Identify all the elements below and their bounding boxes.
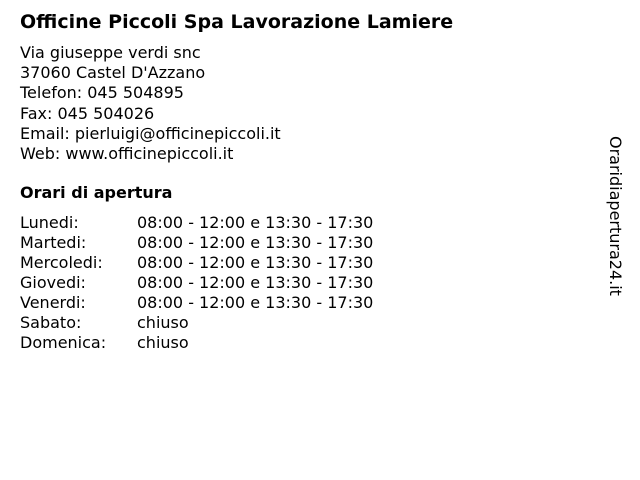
day-label: Mercoledi: (20, 253, 103, 273)
hours-row-sunday (20, 333, 600, 353)
day-hours: 08:00 - 12:00 e 13:30 - 17:30 (137, 233, 374, 253)
hours-row-friday (20, 293, 600, 313)
day-label: Lunedi: (20, 213, 79, 233)
hours-row-tuesday (20, 233, 600, 253)
hours-row-thursday (20, 273, 600, 293)
day-label: Giovedi: (20, 273, 86, 293)
day-hours: 08:00 - 12:00 e 13:30 - 17:30 (137, 253, 374, 273)
fax-number: Fax: 045 504026 (20, 103, 155, 123)
hours-row-saturday (20, 313, 600, 333)
day-label: Martedi: (20, 233, 87, 253)
day-label: Domenica: (20, 333, 107, 353)
address-city: 37060 Castel D'Azzano (20, 63, 206, 83)
hours-row-wednesday (20, 253, 600, 273)
day-label: Venerdi: (20, 293, 86, 313)
day-hours: chiuso (137, 313, 189, 333)
day-label: Sabato: (20, 313, 82, 333)
day-hours: 08:00 - 12:00 e 13:30 - 17:30 (137, 293, 374, 313)
hours-heading: Orari di apertura (20, 183, 173, 203)
email-address[interactable]: Email: pierluigi@officinepiccoli.it (20, 123, 281, 143)
phone-number[interactable]: Telefon: 045 504895 (20, 83, 184, 103)
contact-block (20, 43, 600, 164)
website-link[interactable]: Web: www.officinepiccoli.it (20, 144, 234, 164)
business-card (20, 9, 600, 353)
business-name: Officine Piccoli Spa Lavorazione Lamiere (20, 11, 454, 33)
day-hours: 08:00 - 12:00 e 13:30 - 17:30 (137, 213, 374, 233)
day-hours: chiuso (137, 333, 189, 353)
address-street: Via giuseppe verdi snc (20, 43, 201, 62)
hours-table (20, 213, 600, 353)
site-brand-vertical[interactable]: Oraridiapertura24.it (606, 136, 625, 296)
hours-row-monday (20, 213, 600, 233)
day-hours: 08:00 - 12:00 e 13:30 - 17:30 (137, 273, 374, 293)
